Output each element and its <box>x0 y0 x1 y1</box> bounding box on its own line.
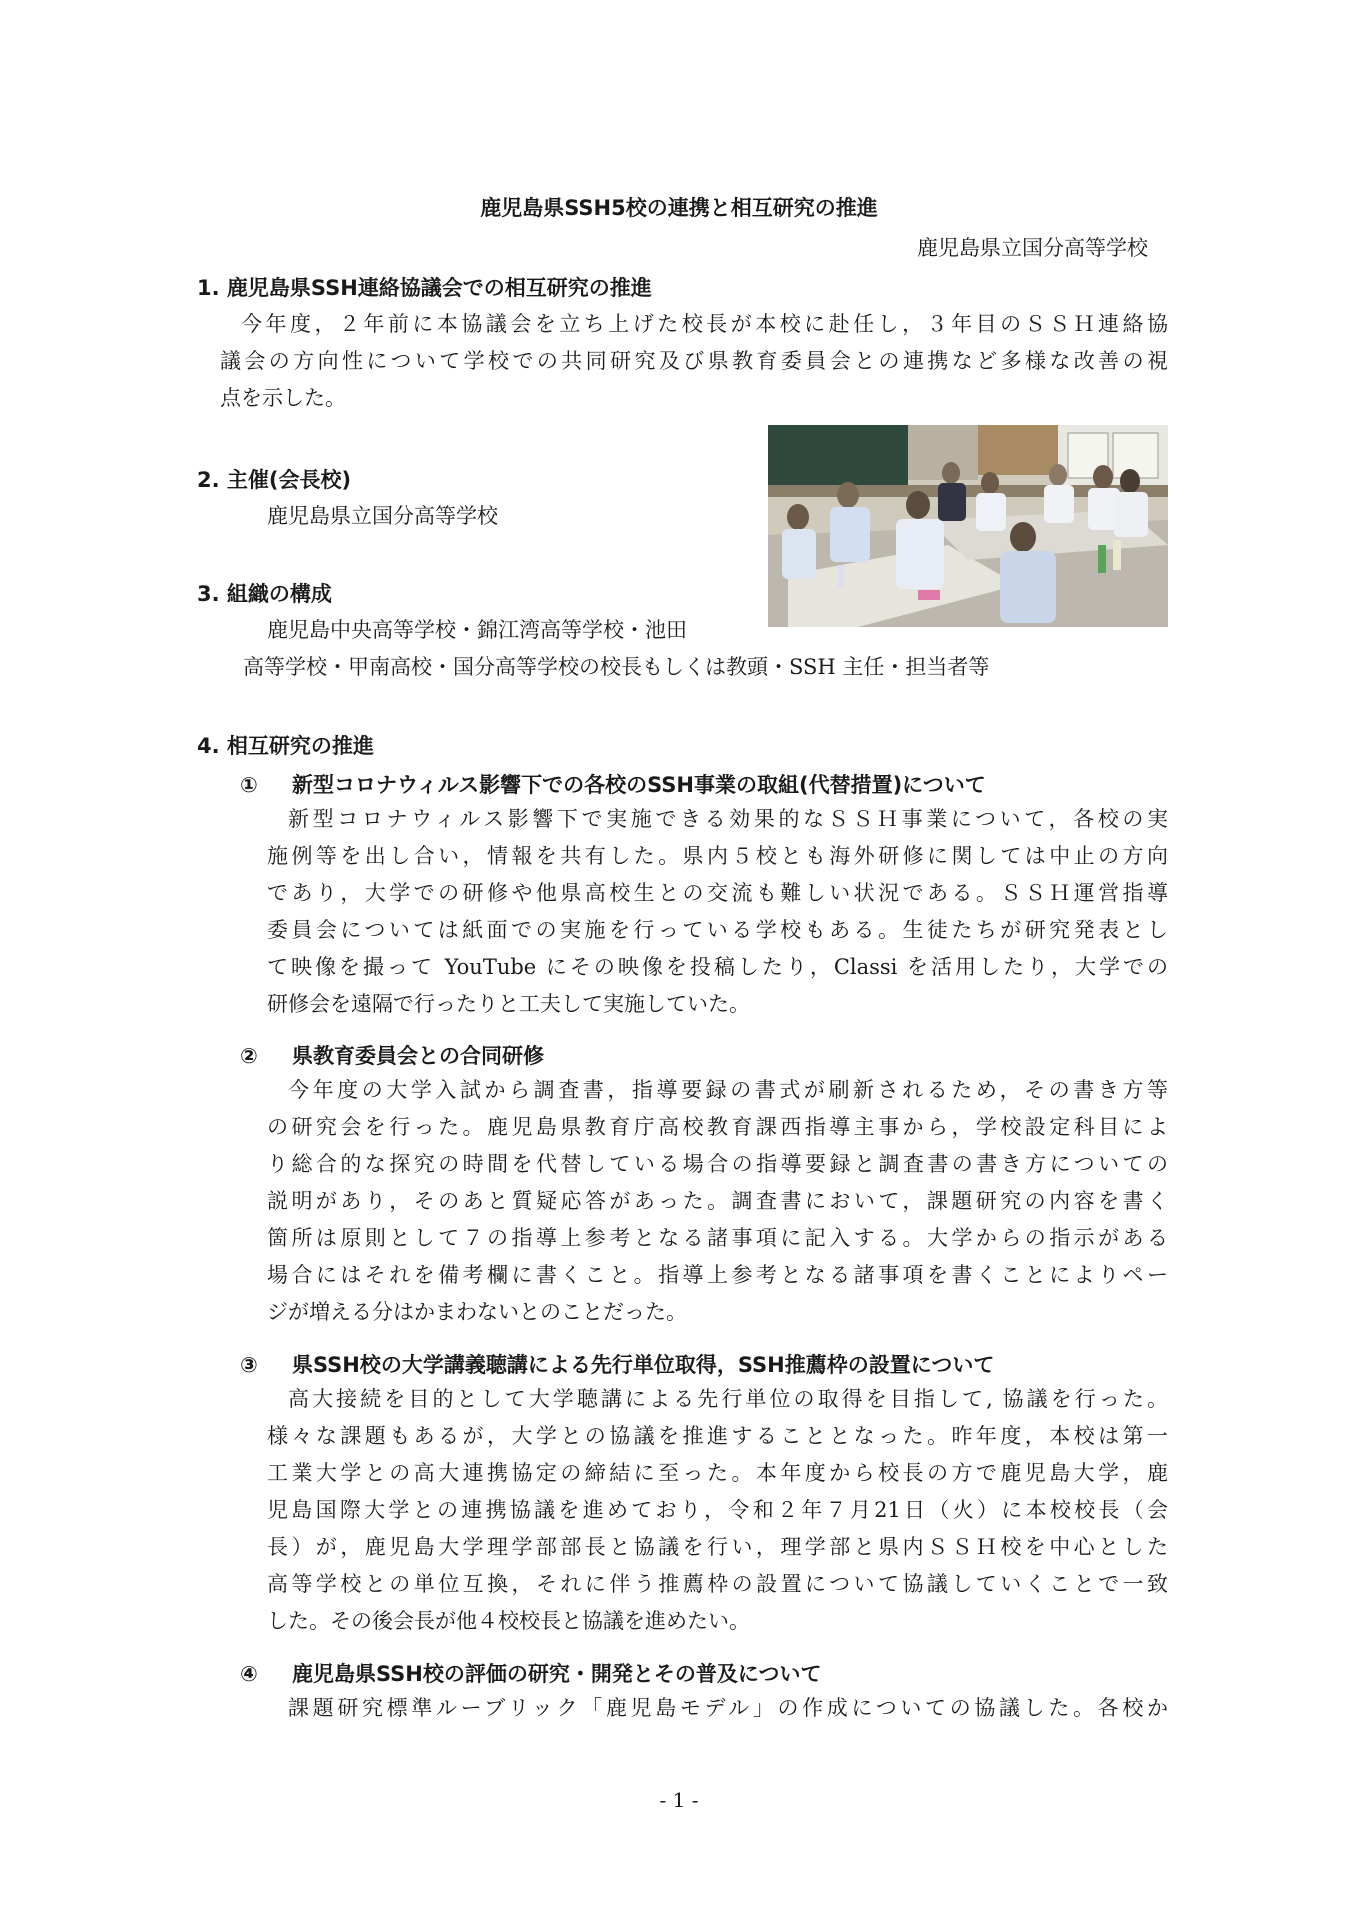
paragraph-line: 様々な課題もあるが，大学との協議を推進することとなった。昨年度，本校は第一 <box>267 1424 1168 1448</box>
paragraph-line: 長）が，鹿児島大学理学部部長と協議を行い，理学部と県内ＳＳＨ校を中心とした <box>267 1535 1168 1559</box>
section-2-body <box>267 498 498 535</box>
subsection-4-heading <box>240 1658 821 1688</box>
paragraph-line: 点を示した。 <box>220 386 346 410</box>
meeting-photo <box>768 425 1168 627</box>
paragraph-line: の研究会を行った。鹿児島県教育庁高校教育課西指導主事から，学校設定科目によ <box>267 1115 1168 1139</box>
subsection-title: 県教育委員会との合同研修 <box>292 1044 544 1068</box>
subsection-1-body <box>267 801 1168 1023</box>
paragraph-line: 場合にはそれを備考欄に書くこと。指導上参考となる諸事項を書くことによりペー <box>267 1263 1168 1287</box>
paragraph-line: 議会の方向性について学校での共同研究及び県教育委員会との連携など多様な改善の視 <box>220 349 1168 373</box>
paragraph-line: ジが増える分はかまわないとのことだった。 <box>267 1300 687 1324</box>
subsection-number: ① <box>240 773 258 797</box>
paragraph-line: 委員会については紙面での実施を行っている学校もある。生徒たちが研究発表とし <box>267 918 1168 942</box>
document-title: 鹿児島県SSH5校の連携と相互研究の推進 <box>480 196 878 220</box>
paragraph-line: 高等学校との単位互換，それに伴う推薦枠の設置について協議していくことで一致 <box>267 1572 1168 1596</box>
paragraph-line: り総合的な探究の時間を代替している場合の指導要録と調査書の書き方についての <box>267 1152 1168 1176</box>
author-school: 鹿児島県立国分高等学校 <box>917 236 1148 260</box>
section-1-body <box>220 306 1168 417</box>
paragraph-line: 今年度の大学入試から調査書，指導要録の書式が刷新されるため，その書き方等 <box>288 1078 1168 1102</box>
subsection-number: ④ <box>240 1662 258 1686</box>
subsection-3-heading <box>240 1349 994 1379</box>
section-2-heading: 2. 主催(会長校) <box>197 468 352 492</box>
section-4-heading: 4. 相互研究の推進 <box>197 734 374 758</box>
paragraph-line: 高等学校・甲南高校・国分高等学校の校長もしくは教頭・SSH 主任・担当者等 <box>243 655 990 679</box>
subsection-title: 県SSH校の大学講義聴講による先行単位取得，SSH推薦枠の設置について <box>292 1353 995 1377</box>
subsection-3-body <box>267 1381 1168 1640</box>
paragraph-line: であり，大学での研修や他県高校生との交流も難しい状況である。ＳＳＨ運営指導 <box>267 881 1168 905</box>
subsection-title: 新型コロナウィルス影響下での各校のSSH事業の取組(代替措置)について <box>292 773 986 797</box>
paragraph-line: 課題研究標準ルーブリック「鹿児島モデル」の作成についての協議した。各校か <box>288 1696 1168 1720</box>
subsection-number: ③ <box>240 1353 258 1377</box>
paragraph-line: 新型コロナウィルス影響下で実施できる効果的なＳＳＨ事業について，各校の実 <box>288 807 1168 831</box>
subsection-title: 鹿児島県SSH校の評価の研究・開発とその普及について <box>292 1662 822 1686</box>
paragraph-line: 鹿児島中央高等学校・錦江湾高等学校・池田 <box>267 618 687 642</box>
page-number: - 1 - <box>659 1788 699 1812</box>
paragraph-line: 工業大学との高大連携協定の締結に至った。本年度から校長の方で鹿児島大学，鹿 <box>267 1461 1168 1485</box>
paragraph-line: 鹿児島県立国分高等学校 <box>267 504 498 528</box>
paragraph-line: 説明があり，そのあと質疑応答があった。調査書において，課題研究の内容を書く <box>267 1189 1168 1213</box>
subsection-1-heading <box>240 769 986 799</box>
paragraph-line: 研修会を遠隔で行ったりと工夫して実施していた。 <box>267 992 750 1016</box>
paragraph-line: 児島国際大学との連携協議を進めており，令和２年７月21日（火）に本校校長（会 <box>267 1498 1168 1522</box>
paragraph-line: 今年度，２年前に本協議会を立ち上げた校長が本校に赴任し，３年目のＳＳＨ連絡協 <box>241 312 1168 336</box>
paragraph-line: 箇所は原則として７の指導上参考となる諸事項に記入する。大学からの指示がある <box>267 1226 1168 1250</box>
section-3-heading: 3. 組織の構成 <box>197 582 332 606</box>
paragraph-line: 施例等を出し合い，情報を共有した。県内５校とも海外研修に関しては中止の方向 <box>267 844 1168 868</box>
paragraph-line: て映像を撮って YouTube にその映像を投稿したり，Classi を活用したり，大学での <box>267 955 1168 979</box>
section-3-body-line1 <box>267 612 687 649</box>
subsection-4-body <box>267 1690 1168 1727</box>
subsection-2-body <box>267 1072 1168 1331</box>
paragraph-line: 高大接続を目的として大学聴講による先行単位の取得を目指して, 協議を行った。 <box>288 1387 1168 1411</box>
subsection-2-heading <box>240 1040 544 1070</box>
section-3-body-line2 <box>243 649 989 686</box>
subsection-number: ② <box>240 1044 258 1068</box>
section-1-heading: 1. 鹿児島県SSH連絡協議会での相互研究の推進 <box>197 276 652 300</box>
paragraph-line: した。その後会長が他４校校長と協議を進めたい。 <box>267 1609 750 1633</box>
